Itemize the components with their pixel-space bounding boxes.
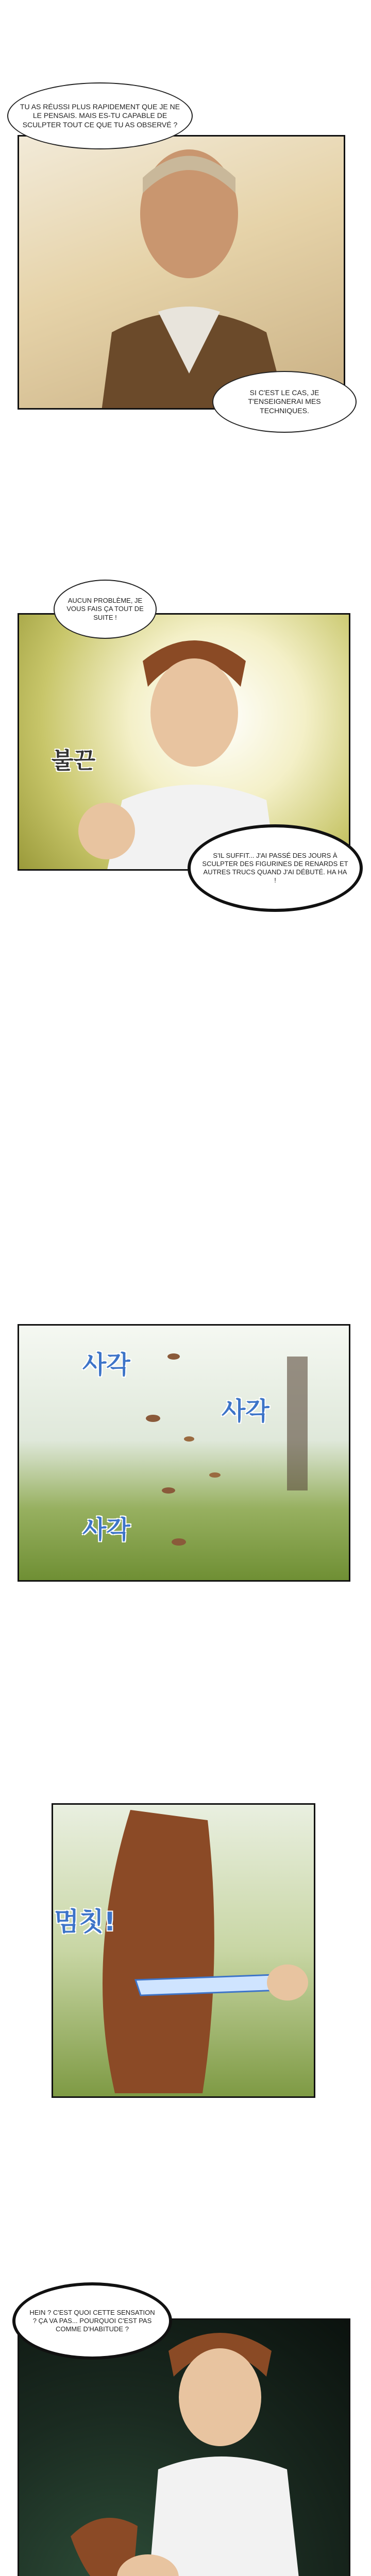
sfx-stop: 멈칫! bbox=[54, 1907, 116, 1937]
sfx-carve-3: 사각 bbox=[82, 1515, 130, 1544]
confused-boy-illustration bbox=[19, 2320, 350, 2576]
speech-bubble-1: TU AS RÉUSSI PLUS RAPIDEMENT QUE JE NE LE PENSAIS. MAIS ES-TU CAPABLE DE SCULPTER TOUT CE QUE TU AS OBSERVÉ ? bbox=[7, 82, 193, 149]
sfx-carve-1: 사각 bbox=[82, 1350, 130, 1379]
old-man-illustration bbox=[19, 137, 345, 410]
wood-block-knife-illustration bbox=[53, 1805, 315, 2098]
sfx-carve-2: 사각 bbox=[222, 1397, 269, 1426]
speech-bubble-3: AUCUN PROBLÈME, JE VOUS FAIS ÇA TOUT DE SUITE ! bbox=[54, 580, 157, 639]
speech-bubble-4: S'IL SUFFIT... J'AI PASSÉ DES JOURS À SCULPTER DES FIGURINES DE RENARDS ET AUTRES TRUCS QUAND J'AI DÉBUTÉ. HA HA ! bbox=[188, 824, 363, 912]
panel-1 bbox=[18, 135, 345, 410]
panel-3 bbox=[18, 1324, 350, 1582]
wood-chips-illustration bbox=[19, 1326, 350, 1582]
speech-bubble-5: HEIN ? C'EST QUOI CETTE SENSATION ? ÇA VA PAS... POURQUOI C'EST PAS COMME D'HABITUDE ? bbox=[12, 2282, 172, 2360]
panel-4 bbox=[52, 1803, 315, 2098]
speech-bubble-2: SI C'EST LE CAS, JE T'ENSEIGNERAI MES TECHNIQUES. bbox=[212, 371, 357, 433]
sfx-clench: 불끈 bbox=[52, 748, 96, 774]
